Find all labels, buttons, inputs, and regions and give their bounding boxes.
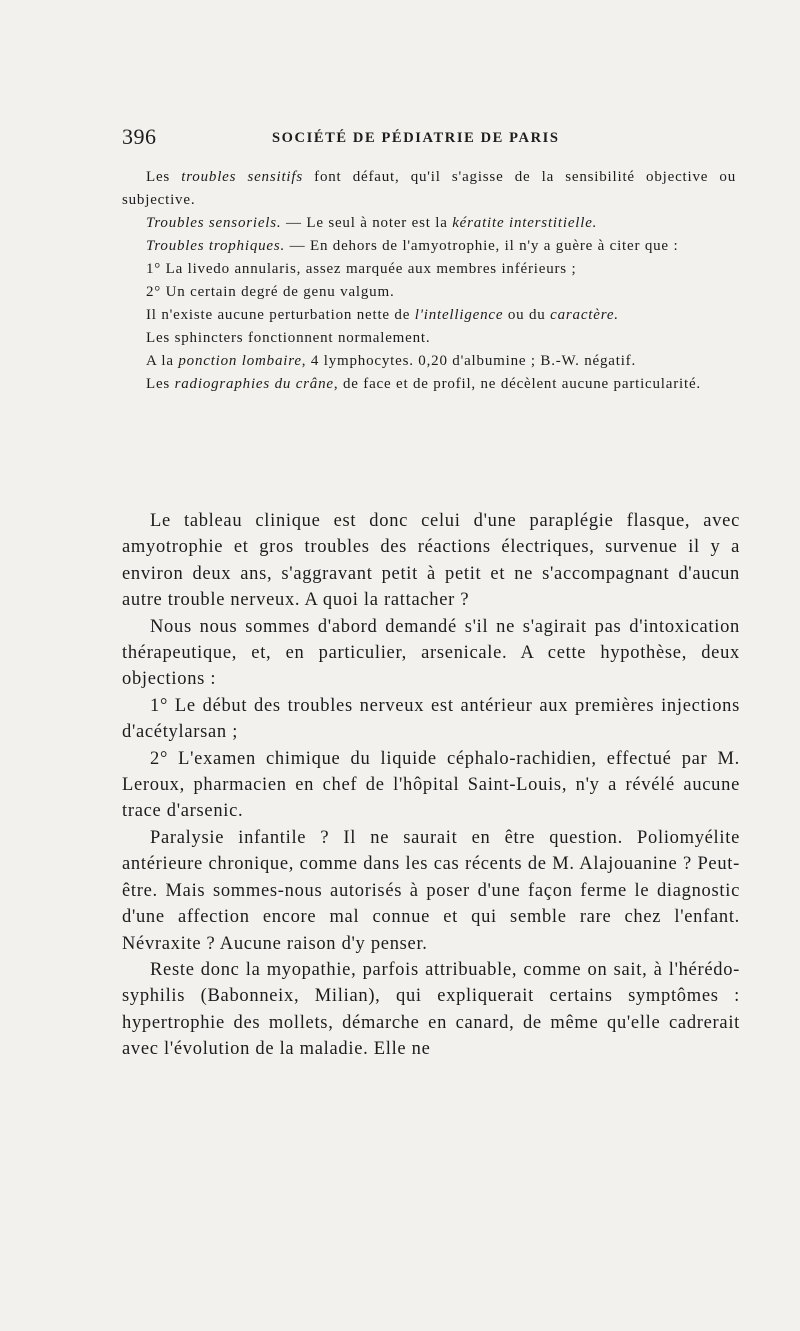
trophic-paragraph: Troubles trophiques. — En dehors de l'amyotrophie, il n'y a guère à citer que : [146, 238, 679, 254]
item-1: 1° La livedo annularis, assez marquée aux membres inférieurs ; [146, 261, 577, 277]
senses-paragraph: Troubles sensoriels. — Le seul à noter est la kératite interstitielle. [146, 215, 598, 231]
discussion-paragraph-3: 1° Le début des troubles nerveux est antérieur aux premières injections d'acétylarsan ; [122, 695, 740, 743]
sphincters-paragraph: Les sphincters fonctionnent normalement. [146, 330, 431, 346]
intellect-paragraph: Il n'existe aucune perturbation nette de l'intelligence ou du caractère. [146, 307, 619, 323]
page-number: 396 [122, 124, 157, 149]
sensory-paragraph: Les troubles sensitifs font défaut, qu'il s'agisse de la sensibilité objective ou subjective. [122, 169, 736, 208]
discussion-paragraph-1: Le tableau clinique est donc celui d'une paraplégie flasque, avec amyotrophie et gros troubles des réactions électriques, survenue il y a environ deux ans, s'aggravant petit à petit et ne s'accompagnant d'aucun autre trouble nerveux. A quoi la rattacher ? [122, 511, 740, 611]
running-title: SOCIÉTÉ DE PÉDIATRIE DE PARIS [272, 130, 560, 146]
puncture-paragraph: A la ponction lombaire, 4 lymphocytes. 0,20 d'albumine ; B.-W. négatif. [146, 353, 637, 369]
item-2: 2° Un certain degré de genu valgum. [146, 284, 395, 300]
discussion-paragraph-2: Nous nous sommes d'abord demandé s'il ne s'agirait pas d'intoxication thérapeutique, et, en particulier, arsenicale. A cette hypothèse, deux objections : [122, 616, 740, 690]
clinical-notes [122, 166, 736, 396]
page-header [122, 124, 740, 154]
radiography-paragraph: Les radiographies du crâne, de face et de profil, ne décèlent aucune particularité. [146, 376, 701, 392]
discussion-paragraph-5: Paralysie infantile ? Il ne saurait en être question. Poliomyélite antérieure chronique, comme dans les cas récents de M. Alajouanine ? Peut-être. Mais sommes-nous autorisés à poser d'une façon ferme le diagnostic d'une affection encore mal connue et qui semble rare chez l'enfant. Névraxite ? Aucune raison d'y penser. [122, 827, 740, 954]
discussion-paragraph-4: 2° L'examen chimique du liquide céphalo-rachidien, effectué par M. Leroux, pharmacien en chef de l'hôpital Saint-Louis, n'y a révélé aucune trace d'arsenic. [122, 748, 740, 822]
discussion-paragraph-6: Reste donc la myopathie, parfois attribuable, comme on sait, à l'hérédo-syphilis (Babonneix, Milian), qui expliquerait certains symptômes : hypertrophie des mollets, démarche en canard, de même qu'elle cadrerait avec l'évolution de la maladie. Elle ne [122, 959, 740, 1060]
discussion [122, 508, 740, 1063]
